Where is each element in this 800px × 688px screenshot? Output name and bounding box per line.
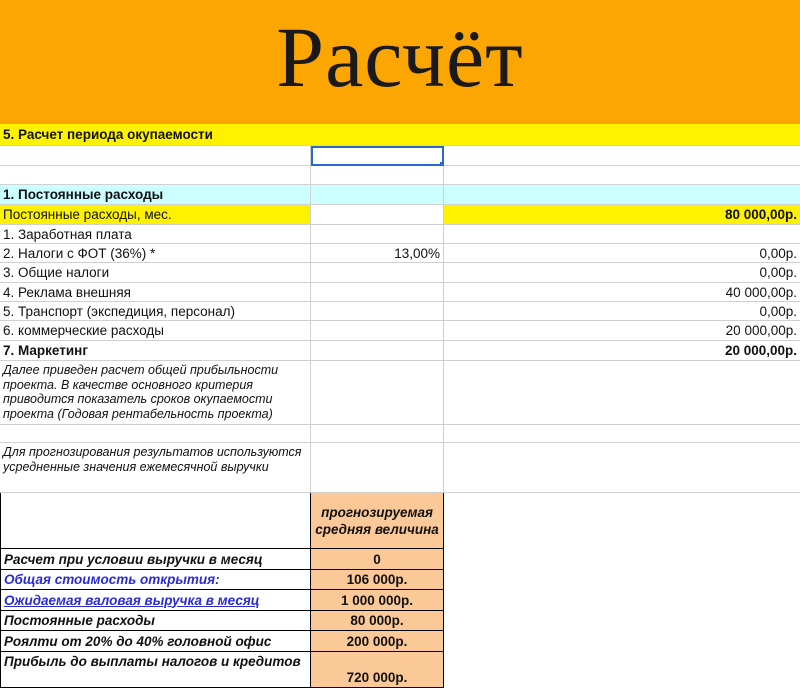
calc-value[interactable]: 106 000р. xyxy=(311,570,444,590)
banner-title: Расчёт xyxy=(276,9,524,105)
item-value[interactable]: 0,00р. xyxy=(444,244,800,263)
row-marketing xyxy=(0,341,800,361)
marketing-value[interactable]: 20 000,00р. xyxy=(444,341,800,361)
cell-empty[interactable] xyxy=(0,425,311,443)
item-value[interactable]: 20 000,00р. xyxy=(444,321,800,341)
forecast-header[interactable]: прогнозируемая средняя величина xyxy=(311,493,444,549)
note-profitability[interactable]: Далее приведен расчет общей прибыльности проекта. В качестве основного критерия приводится показатель сроков окупаемости проекта (Годовая рентабельность проекта) xyxy=(0,361,311,425)
fixed-monthly-label[interactable]: Постоянные расходы, мес. xyxy=(0,205,311,225)
table-row xyxy=(0,321,800,341)
cell-empty[interactable] xyxy=(444,361,800,425)
spreadsheet xyxy=(0,124,800,684)
calc-label-link[interactable]: Ожидаемая валовая выручка в месяц xyxy=(0,590,311,611)
row-fixed-header xyxy=(0,185,800,205)
row-note-1 xyxy=(0,361,800,425)
cell-empty[interactable] xyxy=(444,146,800,166)
calc-label[interactable]: Общая стоимость открытия: xyxy=(0,570,311,590)
row-empty-1 xyxy=(0,146,800,166)
cell-empty[interactable] xyxy=(444,425,800,443)
item-label[interactable]: 1. Заработная плата xyxy=(0,225,311,244)
table-row xyxy=(0,244,800,263)
cell-empty[interactable] xyxy=(311,185,444,205)
fixed-costs-header[interactable]: 1. Постоянные расходы xyxy=(0,185,311,205)
note-forecast[interactable]: Для прогнозирования результатов используются усредненные значения ежемесячной выручки xyxy=(0,443,311,493)
item-label[interactable]: 2. Налоги с ФОТ (36%) * xyxy=(0,244,311,263)
calc-value[interactable]: 0 xyxy=(311,549,444,570)
item-value[interactable]: 0,00р. xyxy=(444,263,800,283)
calc-label[interactable]: Прибыль до выплаты налогов и кредитов xyxy=(0,652,311,688)
cell-empty[interactable] xyxy=(444,443,800,493)
cell-empty[interactable] xyxy=(311,361,444,425)
table-row xyxy=(0,263,800,283)
cell-empty[interactable] xyxy=(311,166,444,185)
table-row xyxy=(0,302,800,321)
cell-empty[interactable] xyxy=(311,205,444,225)
row-section-title xyxy=(0,124,800,146)
table-row xyxy=(0,652,800,688)
cell-empty[interactable] xyxy=(0,166,311,185)
item-pct[interactable] xyxy=(311,321,444,341)
cell-empty[interactable] xyxy=(444,185,800,205)
item-pct[interactable] xyxy=(311,225,444,244)
item-value[interactable]: 40 000,00р. xyxy=(444,283,800,302)
table-row xyxy=(0,225,800,244)
table-row xyxy=(0,549,800,570)
table-row xyxy=(0,631,800,652)
calc-value[interactable]: 80 000р. xyxy=(311,611,444,631)
row-note-2 xyxy=(0,443,800,493)
cell-empty[interactable] xyxy=(0,146,311,166)
row-fixed-monthly xyxy=(0,205,800,225)
item-label[interactable]: 4. Реклама внешняя xyxy=(0,283,311,302)
marketing-label[interactable]: 7. Маркетинг xyxy=(0,341,311,361)
item-label[interactable]: 5. Транспорт (экспедиция, персонал) xyxy=(0,302,311,321)
table-row xyxy=(0,570,800,590)
item-pct[interactable] xyxy=(311,263,444,283)
table-row xyxy=(0,283,800,302)
calc-label[interactable]: Постоянные расходы xyxy=(0,611,311,631)
item-label[interactable]: 6. коммерческие расходы xyxy=(0,321,311,341)
row-empty-2 xyxy=(0,166,800,185)
fixed-monthly-value[interactable]: 80 000,00р. xyxy=(444,205,800,225)
cell-empty[interactable] xyxy=(444,166,800,185)
item-pct[interactable]: 13,00% xyxy=(311,244,444,263)
cell-empty[interactable] xyxy=(311,443,444,493)
cell-empty[interactable] xyxy=(0,493,311,549)
title-banner xyxy=(0,0,800,124)
item-pct[interactable] xyxy=(311,283,444,302)
item-value[interactable]: 0,00р. xyxy=(444,302,800,321)
row-empty-3 xyxy=(0,425,800,443)
section-title[interactable]: 5. Расчет периода окупаемости xyxy=(0,124,800,146)
calc-label[interactable]: Расчет при условии выручки в месяц xyxy=(0,549,311,570)
calc-value[interactable]: 200 000р. xyxy=(311,631,444,652)
cell-empty[interactable] xyxy=(311,425,444,443)
calc-value[interactable]: 720 000р. xyxy=(311,652,444,688)
row-forecast-header xyxy=(0,493,800,549)
selected-cell[interactable] xyxy=(311,146,444,166)
item-pct[interactable] xyxy=(311,302,444,321)
calc-value[interactable]: 1 000 000р. xyxy=(311,590,444,611)
table-row xyxy=(0,611,800,631)
table-row xyxy=(0,590,800,611)
cell-empty[interactable] xyxy=(311,341,444,361)
calc-label[interactable]: Роялти от 20% до 40% головной офис xyxy=(0,631,311,652)
item-value[interactable] xyxy=(444,225,800,244)
item-label[interactable]: 3. Общие налоги xyxy=(0,263,311,283)
